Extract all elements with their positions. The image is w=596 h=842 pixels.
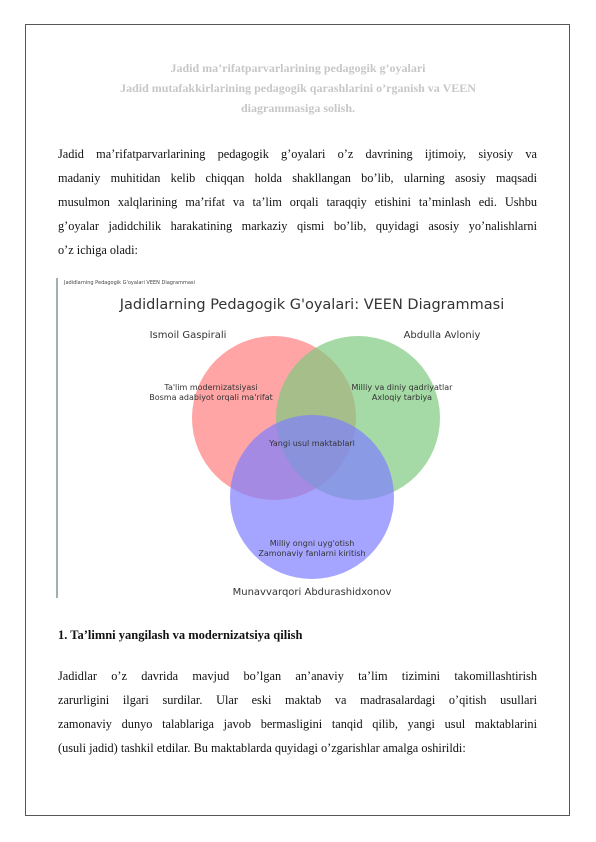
munavvarqori-item-1: Milliy ongni uyg'otish: [269, 539, 355, 548]
venn-diagram-figure: [56, 272, 542, 602]
intro-line: musulmon xalqlarining ma’rifat va ta’lim orqali taraqqiy etishini ta’minlash edi. Ushbu: [58, 195, 537, 209]
munavvarqori-item-2: Zamonaviy fanlarni kiritish: [258, 549, 366, 558]
section-line: zarurligini ilgari surdilar. Ular eski maktab va madrasalardagi o’qitish usullari: [58, 693, 537, 707]
section-line: Jadidlar o’z davrida mavjud bo’lgan an’anaviy ta’lim tizimini takomillashtirish: [58, 669, 537, 683]
section-line: (usuli jadid) tashkil etdilar. Bu maktablarda quyidagi o’zgarishlar amalga oshirildi:: [58, 741, 466, 755]
label-munavvarqori: Munavvarqori Abdurashidxonov: [232, 587, 392, 598]
intro-line: o’z ichiga oladi:: [58, 243, 138, 257]
section-line: zamonaviy dunyo talablariga javob bermasligini tanqid qilib, yangi usul maktablarini: [58, 717, 537, 731]
intro-line: Jadid ma’rifatparvarlarining pedagogik g’oyalari o’z davrining ijtimoiy, siyosiy va: [58, 147, 537, 161]
venn-diagram: [56, 272, 542, 602]
avloniy-item-1: Milliy va diniy qadriyatlar: [351, 383, 453, 392]
intro-line: madaniy muhitidan kelib chiqqan holda shakllangan bo’lib, ularning asosiy maqsadi: [58, 171, 537, 185]
figure-caption: Jadidlarning Pedagogik G'oyalari VEEN Diagrammasi: [64, 280, 195, 286]
label-abdulla-avloniy: Abdulla Avloniy: [403, 330, 481, 341]
intro-line: g’oyalar jadidchilik harakatining markaziy qismi bo’lib, quyidagi asosiy yo’nalishlarni: [58, 219, 537, 233]
doc-title-line-3: diagrammasiga solish.: [240, 101, 355, 115]
doc-title-line-1: Jadid ma’rifatparvarlarining pedagogik g’oyalari: [170, 61, 426, 75]
section-heading: 1. Ta’limni yangilash va modernizatsiya qilish: [58, 628, 303, 642]
center-label: Yangi usul maktablari: [269, 439, 355, 448]
gaspirali-item-1: Ta'lim modernizatsiyasi: [164, 383, 258, 392]
avloniy-item-2: Axloqiy tarbiya: [371, 393, 433, 402]
doc-title-line-2: Jadid mutafakkirlarining pedagogik qarashlarini o’rganish va VEEN: [120, 81, 476, 95]
label-ismoil-gaspirali: Ismoil Gaspirali: [149, 330, 227, 341]
intro-paragraph: [58, 142, 537, 262]
diagram-title: Jadidlarning Pedagogik G'oyalari: VEEN Diagrammasi: [119, 297, 505, 313]
section-paragraph: [58, 664, 537, 760]
gaspirali-item-2: Bosma adabiyot orqali ma'rifat: [149, 393, 273, 402]
